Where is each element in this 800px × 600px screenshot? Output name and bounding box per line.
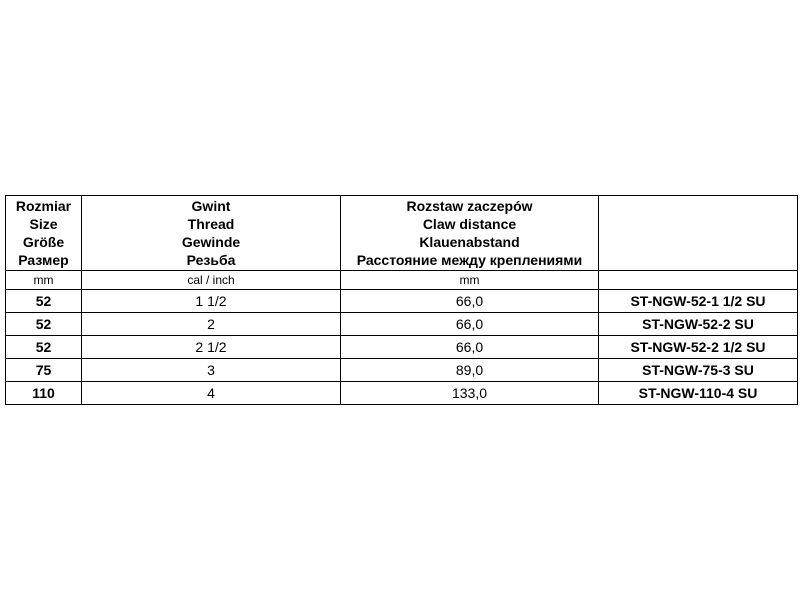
cell-code: ST-NGW-52-2 SU bbox=[599, 313, 798, 336]
cell-code: ST-NGW-75-3 SU bbox=[599, 359, 798, 382]
header-thread-ru: Резьба bbox=[186, 252, 236, 268]
table-row bbox=[6, 336, 798, 359]
header-size-de: Größe bbox=[22, 234, 65, 250]
cell-code: ST-NGW-110-4 SU bbox=[599, 382, 798, 405]
table-row bbox=[6, 382, 798, 405]
unit-claw: mm bbox=[341, 271, 599, 290]
cell-thread: 3 bbox=[82, 359, 341, 382]
header-size-en: Size bbox=[29, 216, 58, 232]
cell-thread: 4 bbox=[82, 382, 341, 405]
table-row bbox=[6, 313, 798, 336]
header-thread bbox=[82, 196, 341, 271]
cell-claw: 66,0 bbox=[341, 336, 599, 359]
cell-claw: 66,0 bbox=[341, 290, 599, 313]
cell-thread: 1 1/2 bbox=[82, 290, 341, 313]
cell-thread: 2 bbox=[82, 313, 341, 336]
unit-code bbox=[599, 271, 798, 290]
cell-claw: 89,0 bbox=[341, 359, 599, 382]
header-thread-en: Thread bbox=[187, 216, 235, 232]
unit-thread: cal / inch bbox=[82, 271, 341, 290]
spec-table bbox=[5, 195, 798, 405]
cell-size: 75 bbox=[6, 359, 82, 382]
cell-code: ST-NGW-52-2 1/2 SU bbox=[599, 336, 798, 359]
units-row bbox=[6, 271, 798, 290]
table-row bbox=[6, 290, 798, 313]
header-claw-ru: Расстояние между креплениями bbox=[356, 252, 583, 268]
header-row bbox=[6, 196, 798, 271]
header-claw-en: Claw distance bbox=[422, 216, 517, 232]
cell-claw: 66,0 bbox=[341, 313, 599, 336]
cell-size: 52 bbox=[6, 336, 82, 359]
header-claw-distance bbox=[341, 196, 599, 271]
cell-thread: 2 1/2 bbox=[82, 336, 341, 359]
cell-code: ST-NGW-52-1 1/2 SU bbox=[599, 290, 798, 313]
cell-size: 52 bbox=[6, 313, 82, 336]
cell-claw: 133,0 bbox=[341, 382, 599, 405]
header-thread-pl: Gwint bbox=[191, 198, 231, 214]
header-claw-pl: Rozstaw zaczepów bbox=[406, 198, 533, 214]
header-size bbox=[6, 196, 82, 271]
header-size-ru: Размер bbox=[18, 252, 69, 268]
unit-size: mm bbox=[6, 271, 82, 290]
header-claw-de: Klauenabstand bbox=[419, 234, 520, 250]
header-size-pl: Rozmiar bbox=[15, 198, 72, 214]
header-thread-de: Gewinde bbox=[181, 234, 241, 250]
cell-size: 52 bbox=[6, 290, 82, 313]
table-row bbox=[6, 359, 798, 382]
header-code bbox=[599, 196, 798, 271]
cell-size: 110 bbox=[6, 382, 82, 405]
